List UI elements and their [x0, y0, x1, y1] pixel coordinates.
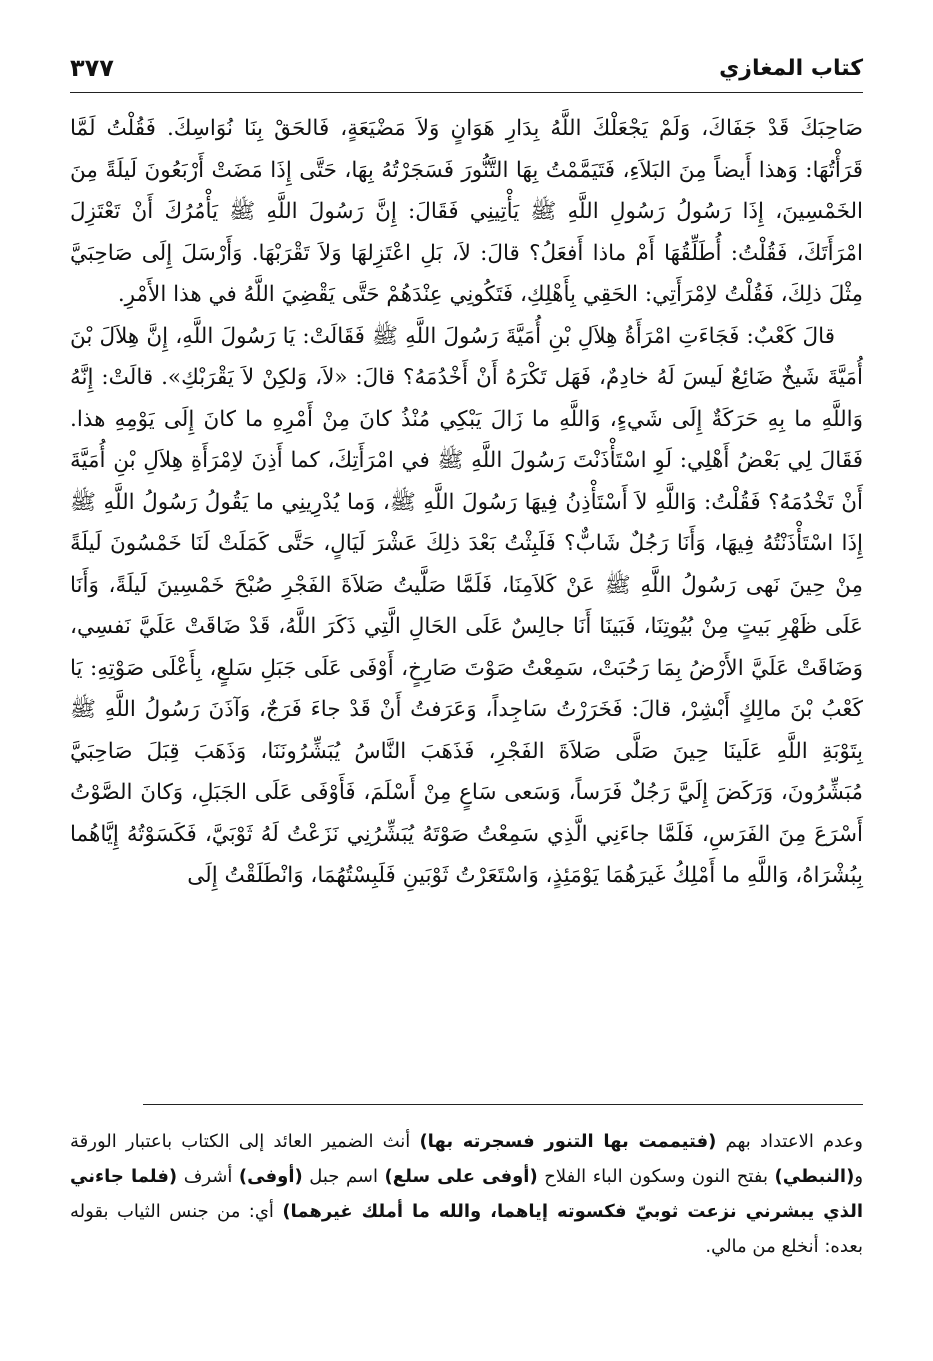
paragraph-2: قالَ كَعْبٌ: فَجَاءَتِ امْرَأَةُ هِلاَلِ بْنِ أُمَيَّةَ رَسُولَ اللَّهِ ﷺ فَقَالَتْ: يَا رَسُولَ اللَّهِ، إِنَّ هِلاَلَ بْنَ أُمَيَّةَ شَيخٌ ضَائِعٌ لَيسَ لَهُ خادِمٌ، فَهَل تَكْرَهُ أَنْ أَخْدُمَهُ؟ قالَ: «لاَ، وَلكِنْ لاَ يَقْرَبْكِ». قالَتْ: إِنَّهُ وَاللَّهِ ما بِهِ حَرَكَةٌ إِلَى شَيءٍ، وَاللَّهِ ما زَالَ يَبْكِي مُنْذُ كانَ مِنْ أَمْرِهِ ما كانَ إِلَى يَوْمِهِ هذا. فَقَالَ لِي بَعْضُ أَهْلِي: لَوِ اسْتَأْذَنْتَ رَسُولَ اللَّهِ ﷺ في امْرَأَتِكَ، كما أَذِنَ لاِمْرَأَةِ هِلاَلِ بْنِ أُمَيَّةَ أَنْ تَخْدُمَهُ؟ فَقُلْتُ: وَاللَّهِ لاَ أَسْتَأْذِنُ فِيهَا رَسُولَ اللَّهِ ﷺ، وَما يُدْرِينِي ما يَقُولُ رَسُولُ اللَّهِ ﷺ إِذَا اسْتَأْذَنْتُهُ فِيهَا، وَأَنَا رَجُلٌ شَابٌّ؟ فَلَبِثْتُ بَعْدَ ذلِكَ عَشْرَ لَيَالٍ، حَتَّى كَمَلَتْ لَنَا خَمْسُونَ لَيلَةً مِنْ حِينَ نَهى رَسُولُ اللَّهِ ﷺ عَنْ كَلاَمِنَا، فَلَمَّا صَلَّيتُ صَلاَةَ الفَجْرِ صُبْحَ خَمْسِينَ لَيلَةً، وَأَنَا عَلَى ظَهْرِ بَيتٍ مِنْ بُيُوتِنَا، فَبَينَا أَنَا جالِسٌ عَلَى الحَالِ الَّتِي ذَكَرَ اللَّهُ، قَدْ ضَاقَتْ عَلَيَّ نَفسِي، وَضَاقَتْ عَلَيَّ الأَرْضُ بِمَا رَحُبَتْ، سَمِعْتُ صَوْتَ صَارِخٍ، أَوْفَى عَلَى جَبَلِ سَلعٍ، بِأَعْلَى صَوْتِهِ: يَا كَعْبُ بْنَ مالِكٍ أَبْشِرْ، قالَ: فَخَرَرْتُ سَاجِداً، وَعَرَفتُ أَنْ قَدْ جاءَ فَرَجٌ، وَآذَنَ رَسُولُ اللَّهِ ﷺ بِتَوْبَةِ اللَّهِ عَلَينَا حِينَ صَلَّى صَلاَةَ الفَجْرِ، فَذَهَبَ النَّاسُ يُبَشِّرُونَنَا، وَذَهَبَ قِبَلَ صَاحِبَيَّ مُبَشِّرُونَ، وَرَكَضَ إِلَيَّ رَجُلٌ فَرَساً، وَسَعى سَاعٍ مِنْ أَسْلَمَ، فَأَوْفَى عَلَى الجَبَلِ، وَكانَ الصَّوْتُ أَسْرَعَ مِنَ الفَرَسِ، فَلَمَّا جاءَنِي الَّذِي سَمِعْتُ صَوْتَهُ يُبَشِّرُنِي نَزَعْتُ لَهُ ثَوْبَيَّ، فَكَسَوْتُهُ إِيَّاهُما بِبُشْرَاهُ، وَاللَّهِ ما أَمْلِكُ غَيرَهُمَا يَوْمَئِذٍ، وَاسْتَعَرْتُ ثَوْبَينِ فَلَبِسْتُهُمَا، وَانْطَلَقْتُ إِلَى	[70, 323, 863, 888]
footnote-quote: (أوفى)	[238, 1166, 303, 1187]
footnote-segment: وعدم الاعتداد بهم	[716, 1131, 864, 1152]
footnote-quote: (النبطي)	[774, 1166, 855, 1187]
page-header	[70, 52, 863, 93]
footnote-text	[70, 1124, 863, 1264]
footnote-segment: أشرف	[177, 1166, 239, 1187]
footnote-segment: أي: من جنس الثياب بقوله بعده: أنخلع من مالي.	[70, 1201, 863, 1257]
footnote-divider	[143, 1104, 863, 1105]
main-text	[70, 108, 863, 897]
footnote	[70, 1124, 863, 1264]
footnote-segment: اسم جبل	[302, 1166, 385, 1187]
running-title: كتاب المغازي	[719, 56, 863, 81]
footnote-quote: (أوفى على سلع)	[384, 1166, 538, 1187]
page-number: ٣٧٧	[70, 54, 114, 82]
footnote-quote: (فلما جاءني الذي يبشرني نزعت ثوبيّ فكسوته إياهما، والله ما أملك غيرهما)	[70, 1166, 863, 1222]
footnote-quote: (فتيممت بها التنور فسجرته بها)	[419, 1131, 717, 1152]
footnote-segment: أنث الضمير العائد إلى الكتاب باعتبار الورقة و	[70, 1131, 864, 1187]
paragraph-1: صَاحِبَكَ قَدْ جَفَاكَ، وَلَمْ يَجْعَلْكَ اللَّهُ بِدَارِ هَوَانٍ وَلاَ مَضْيَعَةٍ، فَالحَقْ بِنَا نُوَاسِكَ. فَقُلْتُ لَمَّا قَرَأْتُهَا: وَهذا أَيضاً مِنَ البَلاَءِ، فَتَيَمَّمْتُ بِهَا التَّنُّورَ فَسَجَرْتُهُ بِهَا، حَتَّى إِذَا مَضَتْ أَرْبَعُونَ لَيلَةً مِنَ الخَمْسِينَ، إِذَا رَسُولُ رَسُولِ اللَّهِ ﷺ يَأْتِينِي فَقَالَ: إِنَّ رَسُولَ اللَّهِ ﷺ يَأْمُرُكَ أَنْ تَعْتَزِلَ امْرَأَتَكَ، فَقُلْتُ: أُطَلِّقُهَا أَمْ ماذا أَفعَلُ؟ قالَ: لاَ، بَلِ اعْتَزِلهَا وَلاَ تَقْرَبْهَا. وَأَرْسَلَ إِلَى صَاحِبَيَّ مِثْلَ ذلِكَ، فَقُلْتُ لاِمْرَأَتِي: الحَقِي بِأَهْلِكِ، فَتَكُونِي عِنْدَهُمْ حَتَّى يَقْضِيَ اللَّهُ في هذا الأَمْرِ.	[70, 116, 863, 307]
footnote-segment: بفتح النون وسكون الباء الفلاح	[537, 1166, 775, 1187]
